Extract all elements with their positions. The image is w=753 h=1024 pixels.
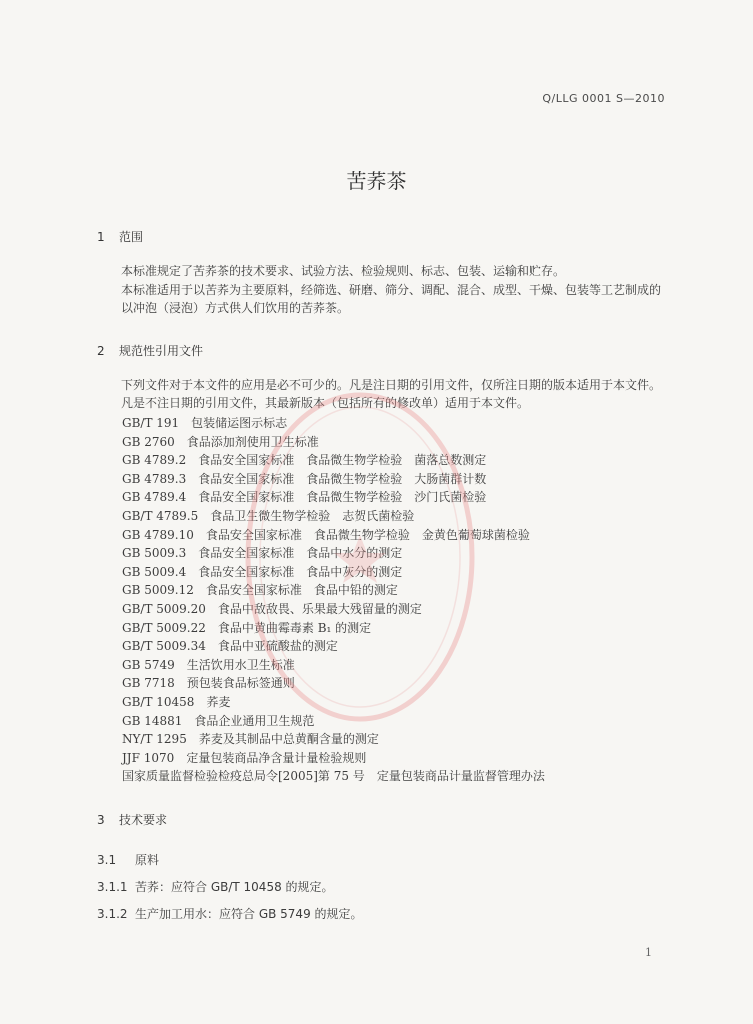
reference-code: JJF 1070 bbox=[122, 750, 175, 765]
reference-code: GB 5009.4 bbox=[122, 564, 187, 579]
reference-title: 食品安全国家标准 食品中铅的测定 bbox=[205, 583, 398, 598]
reference-code: GB 5749 bbox=[122, 657, 175, 672]
reference-title: 食品安全国家标准 食品微生物学检验 金黄色葡萄球菌检验 bbox=[205, 527, 530, 542]
reference-title: 食品安全国家标准 食品中灰分的测定 bbox=[198, 564, 403, 579]
reference-title: 食品安全国家标准 食品微生物学检验 大肠菌群计数 bbox=[198, 471, 487, 486]
subsection-3-1-1 bbox=[97, 878, 334, 895]
reference-title: 食品企业通用卫生规范 bbox=[194, 713, 315, 728]
reference-title: 荞麦 bbox=[206, 694, 231, 709]
reference-code: GB 4789.3 bbox=[122, 471, 187, 486]
reference-item bbox=[122, 488, 545, 507]
reference-title: 定量包装商品净含量计量检验规则 bbox=[186, 750, 367, 765]
section-title: 范围 bbox=[119, 230, 144, 244]
section-1-paragraph-2 bbox=[97, 281, 669, 317]
reference-item bbox=[122, 470, 545, 489]
reference-code: GB 5009.3 bbox=[122, 546, 187, 561]
reference-title: 生活饮用水卫生标准 bbox=[186, 657, 295, 672]
section-number: 3 bbox=[97, 813, 105, 827]
reference-item bbox=[122, 749, 545, 768]
reference-item bbox=[122, 619, 545, 638]
reference-code: GB 4789.4 bbox=[122, 490, 187, 505]
reference-list bbox=[122, 414, 545, 786]
standard-code: Q/LLG 0001 S—2010 bbox=[542, 92, 665, 105]
subsection-3-1-2 bbox=[97, 905, 363, 922]
reference-item bbox=[122, 693, 545, 712]
reference-item bbox=[122, 414, 545, 433]
document-title: 苦荞茶 bbox=[346, 169, 407, 193]
page-number: 1 bbox=[645, 946, 652, 959]
subsection-number: 3.1.2 bbox=[97, 907, 128, 921]
section-title: 规范性引用文件 bbox=[119, 344, 204, 358]
section-number: 2 bbox=[97, 344, 105, 358]
reference-item bbox=[122, 637, 545, 656]
reference-item bbox=[122, 526, 545, 545]
reference-title: 食品中亚硫酸盐的测定 bbox=[217, 639, 338, 654]
subsection-number: 3.1 bbox=[97, 853, 117, 867]
reference-title: 食品中黄曲霉毒素 B₁ 的测定 bbox=[217, 620, 372, 635]
reference-code: NY/T 1295 bbox=[122, 732, 187, 747]
paragraph-text: 下列文件对于本文件的应用是必不可少的。凡是注日期的引用文件，仅所注日期的版本适用于本文件。凡是不注日期的引用文件，其最新版本（包括所有的修改单）适用于本文件。 bbox=[121, 378, 662, 410]
reference-item bbox=[122, 581, 545, 600]
section-2-heading bbox=[97, 342, 203, 359]
reference-item bbox=[122, 712, 545, 731]
reference-code: GB 4789.10 bbox=[122, 527, 194, 542]
reference-code: GB 14881 bbox=[122, 713, 183, 728]
section-1-heading bbox=[97, 228, 143, 245]
reference-title: 食品安全国家标准 食品中水分的测定 bbox=[198, 546, 403, 561]
reference-code: GB/T 5009.22 bbox=[122, 620, 206, 635]
reference-item bbox=[122, 730, 545, 749]
reference-item bbox=[122, 507, 545, 526]
reference-item bbox=[122, 656, 545, 675]
reference-title: 食品安全国家标准 食品微生物学检验 菌落总数测定 bbox=[198, 453, 487, 468]
paragraph-text: 本标准适用于以苦荞为主要原料，经筛选、研磨、筛分、调配、混合、成型、干燥、包装等工艺制成的以冲泡（浸泡）方式供人们饮用的苦荞茶。 bbox=[121, 283, 662, 315]
section-2-intro bbox=[97, 376, 669, 412]
reference-item bbox=[122, 563, 545, 582]
section-title: 技术要求 bbox=[119, 813, 168, 827]
reference-title: 预包装食品标签通则 bbox=[186, 676, 295, 691]
subsection-text: 原料 bbox=[135, 853, 160, 867]
reference-item bbox=[122, 767, 545, 786]
reference-code: GB/T 10458 bbox=[122, 694, 195, 709]
reference-title: 食品中敌敌畏、乐果最大残留量的测定 bbox=[217, 601, 422, 616]
reference-code: GB/T 5009.34 bbox=[122, 639, 206, 654]
reference-code: GB/T 191 bbox=[122, 416, 180, 430]
subsection-text: 生产加工用水：应符合 GB 5749 的规定。 bbox=[135, 907, 363, 921]
subsection-3-1 bbox=[97, 851, 159, 868]
reference-title: 食品添加剂使用卫生标准 bbox=[186, 434, 319, 449]
reference-code: GB 7718 bbox=[122, 676, 175, 691]
subsection-number: 3.1.1 bbox=[97, 880, 128, 894]
subsection-text: 苦荞：应符合 GB/T 10458 的规定。 bbox=[135, 880, 334, 894]
paragraph-text: 本标准规定了苦荞茶的技术要求、试验方法、检验规则、标志、包装、运输和贮存。 bbox=[121, 264, 566, 278]
reference-title: 包装储运图示标志 bbox=[191, 416, 288, 430]
reference-item bbox=[122, 433, 545, 452]
reference-item bbox=[122, 600, 545, 619]
reference-code: 国家质量监督检验检疫总局令[2005]第 75 号 bbox=[122, 769, 365, 784]
reference-title: 食品卫生微生物学检验 志贺氏菌检验 bbox=[210, 508, 415, 523]
reference-title: 定量包装商品计量监督管理办法 bbox=[376, 769, 545, 784]
reference-item bbox=[122, 674, 545, 693]
reference-item bbox=[122, 544, 545, 563]
reference-code: GB 2760 bbox=[122, 434, 175, 449]
reference-title: 荞麦及其制品中总黄酮含量的测定 bbox=[198, 732, 379, 747]
reference-code: GB/T 4789.5 bbox=[122, 508, 199, 523]
section-number: 1 bbox=[97, 230, 105, 244]
reference-code: GB 5009.12 bbox=[122, 583, 194, 598]
reference-code: GB 4789.2 bbox=[122, 453, 187, 468]
reference-code: GB/T 5009.20 bbox=[122, 601, 206, 616]
reference-item bbox=[122, 451, 545, 470]
reference-title: 食品安全国家标准 食品微生物学检验 沙门氏菌检验 bbox=[198, 490, 487, 505]
section-3-heading bbox=[97, 811, 167, 828]
section-1-paragraph-1 bbox=[97, 262, 669, 280]
